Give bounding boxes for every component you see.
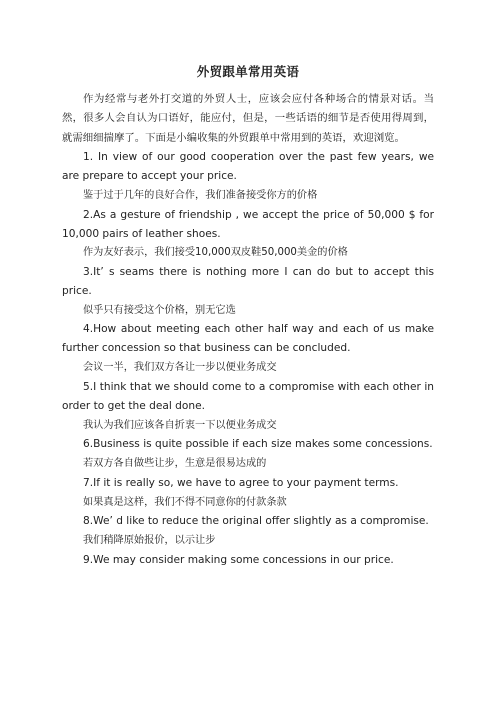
phrase-chinese: 似乎只有接受这个价格，别无它选 [83,304,236,316]
phrase-english: 4.How about meeting each other half way and each of us make further concession so that business can be concluded. [62,323,434,355]
phrase-chinese: 鉴于过于几年的良好合作，我们准备接受你方的价格 [83,190,318,202]
phrase-english: 5.I think that we should come to a compromise with each other in order to get the deal done. [62,380,434,412]
phrase-english: 1. In view of our good cooperation over the past few years, we are prepare to accept your price. [62,151,434,183]
phrase-chinese: 如果真是这样，我们不得不同意你的付款条款 [83,496,287,508]
intro-paragraph: 作为经常与老外打交道的外贸人士，应该会应付各种场合的情景对话。当然，很多人会自认为口语好，能应付，但是，一些话语的细节是否使用得周到，就需细细揣摩了。下面是小编收集的外贸跟单中常用到的英语，欢迎浏览。 [62,93,434,144]
phrase-english: 8.We’ d like to reduce the original offer slightly as a compromise. [83,515,429,528]
phrase-english: 3.It’ s seams there is nothing more I can do but to accept this price. [62,266,434,297]
phrase-english: 6.Business is quite possible if each size makes some concessions. [83,438,433,451]
phrase-chinese: 我们稍降原始报价，以示让步 [83,535,216,547]
phrase-chinese: 我认为我们应该各自折衷一下以便业务成交 [83,419,277,431]
phrase-english: 9.We may consider making some concessions in our price. [83,553,394,566]
phrase-chinese: 作为友好表示，我们接受10,000双皮鞋50,000美金的价格 [83,247,348,259]
phrase-english: 2.As a gesture of friendship , we accept the price of 50,000 $ for 10,000 pairs of leather shoes. [62,208,434,240]
phrase-chinese: 若双方各自做些让步，生意是很易达成的 [83,458,267,470]
document-title: 外贸跟单常用英语 [196,64,300,79]
phrase-chinese: 会议一半，我们双方各让一步以便业务成交 [83,362,277,374]
phrase-english: 7.If it is really so, we have to agree to your payment terms. [83,476,399,489]
